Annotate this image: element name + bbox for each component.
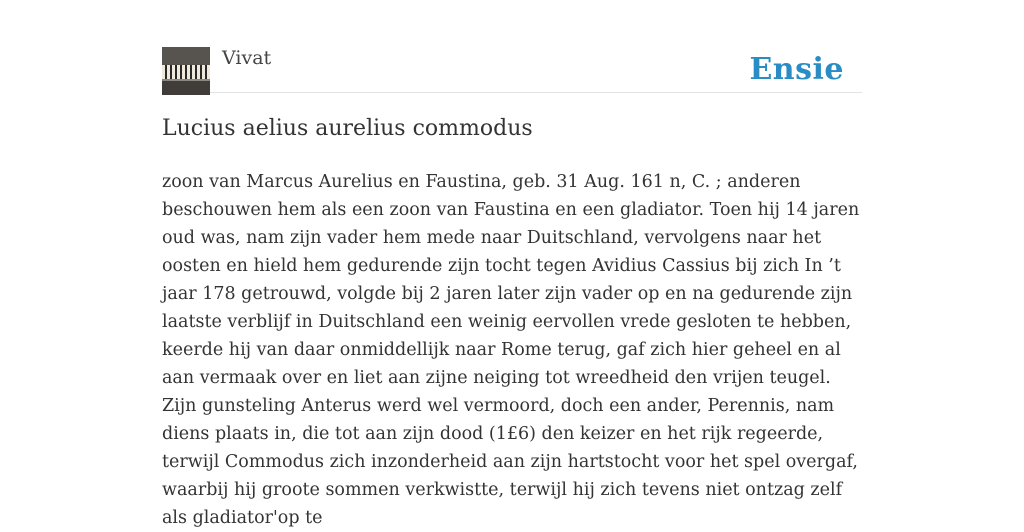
author-name[interactable]: Vivat	[222, 47, 272, 69]
brand-logo[interactable]: Ensie	[749, 52, 844, 87]
header	[162, 46, 862, 93]
article-body: zoon van Marcus Aurelius en Faustina, geb. 31 Aug. 161 n, C. ; anderen beschouwen hem als een zoon van Faustina en een gladiator. Toen hij 14 jaren oud was, nam zijn vader hem mede naar Duitschland, vervolgens naar het oosten en hield hem gedurende zijn tocht tegen Avidius Cassius bij zich In ’t jaar 178 getrouwd, volgde bij 2 jaren later zijn vader op en na gedurende zijn laatste verblijf in Duitschland een weinig eervollen vrede gesloten te hebben, keerde hij van daar onmiddellijk naar Rome terug, gaf zich hier geheel en al aan vermaak over en liet aan zijne neiging tot wreedheid den vrijen teugel. Zijn gunsteling Anterus werd wel vermoord, doch een ander, Perennis, nam diens plaats in, die tot aan zijn dood (1£6) den keizer en het rijk regeerde, terwijl Commodus zich inzonderheid aan zijn hartstocht voor het spel overgaf, waarbij hij groote sommen verkwistte, terwijl hij zich tevens niet ontzag zelf als gladiator'op te	[162, 172, 860, 528]
page-title: Lucius aelius aurelius commodus	[162, 116, 533, 141]
avatar[interactable]	[162, 47, 210, 95]
piano-keys-avatar-icon	[162, 47, 210, 95]
